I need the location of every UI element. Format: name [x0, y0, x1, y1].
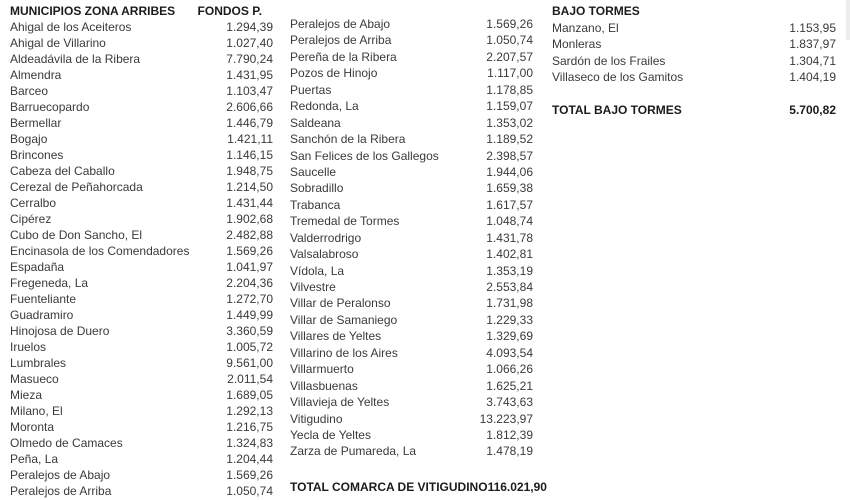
municipality-name: Peralejos de Abajo [290, 17, 391, 31]
municipality-row [290, 148, 533, 164]
funds-value: 2.606,66 [226, 100, 273, 114]
municipality-row [10, 275, 273, 291]
municipality-row [10, 339, 273, 355]
municipality-name: Yecla de Yeltes [290, 427, 371, 442]
municipality-row [290, 164, 533, 180]
funds-value: 1.117,00 [487, 66, 533, 81]
funds-value: 1.304,71 [789, 53, 836, 68]
municipality-name: Milano, El [10, 404, 63, 418]
municipality-row [290, 263, 533, 279]
funds-value: 1.421,11 [227, 132, 273, 146]
municipality-row [10, 99, 273, 115]
funds-value: 1.153,95 [789, 20, 836, 35]
municipality-row [10, 227, 273, 243]
municipality-name: Vídola, La [290, 263, 345, 278]
municipality-name: Brincones [10, 148, 64, 162]
comarca-total-value: 116.021,90 [487, 480, 547, 494]
funds-value: 1.902,68 [226, 212, 273, 226]
bajo-tormes-total-value: 5.700,82 [789, 103, 836, 117]
funds-value: 1.731,98 [486, 296, 533, 311]
municipality-row [10, 195, 273, 211]
funds-value: 1.103,47 [226, 84, 273, 98]
municipality-row [552, 20, 836, 37]
funds-value: 1.404,19 [789, 70, 836, 84]
municipality-name: Villaseco de los Gamitos [552, 70, 684, 84]
funds-value: 2.011,54 [227, 372, 273, 386]
municipality-name: Peralejos de Abajo [10, 468, 111, 482]
bajo-tormes-column [552, 3, 836, 119]
municipality-row [290, 131, 533, 147]
municipality-name: San Felices de los Gallegos [290, 148, 439, 163]
municipality-name: Moronta [10, 420, 55, 434]
funds-value: 1.402,81 [486, 247, 533, 262]
funds-value: 1.027,40 [226, 36, 273, 50]
municipality-row [10, 435, 273, 451]
funds-value: 1.478,19 [486, 444, 533, 459]
funds-value: 1.050,74 [486, 33, 533, 48]
municipality-name: Cerralbo [10, 196, 57, 210]
funds-value: 2.398,57 [486, 148, 533, 163]
fondos-header: FONDOS P. [197, 4, 262, 18]
municipality-row [290, 443, 533, 459]
municipality-name: Almendra [10, 68, 62, 82]
funds-value: 2.207,57 [486, 49, 533, 64]
municipality-name: Cabeza del Caballo [10, 164, 115, 178]
funds-value: 1.041,97 [226, 260, 273, 274]
zona-arribes-header-row [10, 3, 273, 19]
municipality-name: Saldeana [290, 115, 341, 130]
municipality-row [10, 307, 273, 323]
municipality-name: Sardón de los Frailes [552, 53, 666, 68]
funds-value: 1.272,70 [226, 292, 273, 306]
municipality-name: Villarmuerto [290, 362, 354, 377]
municipality-name: Peralejos de Arriba [290, 33, 392, 48]
municipality-name: Valderrodrigo [290, 230, 362, 245]
municipality-name: Aldeadávila de la Ribera [10, 52, 141, 66]
funds-value: 1.353,02 [486, 115, 533, 130]
funds-value: 3.360,59 [226, 324, 273, 338]
zona-arribes-rows [10, 19, 273, 499]
municipality-name: Vitigudino [290, 411, 343, 426]
municipality-row [290, 32, 533, 48]
municipality-row [10, 67, 273, 83]
municipality-name: Lumbrales [10, 356, 67, 370]
bajo-tormes-rows [552, 20, 836, 86]
municipality-row [10, 403, 273, 419]
zona-arribes-continued-column [290, 16, 533, 460]
funds-value: 1.292,13 [226, 404, 273, 418]
blank-row [552, 86, 836, 103]
funds-value: 1.204,44 [226, 452, 273, 466]
municipality-row [290, 115, 533, 131]
zona-arribes-continued-rows [290, 16, 533, 460]
funds-value: 1.948,75 [226, 164, 273, 178]
municipality-name: Encinasola de los Comendadores [10, 244, 190, 258]
funds-value: 1.050,74 [226, 484, 273, 498]
funds-value: 1.146,15 [226, 148, 273, 162]
funds-value: 9.561,00 [226, 356, 273, 370]
funds-value: 1.048,74 [486, 214, 533, 229]
municipality-row [10, 35, 273, 51]
bajo-tormes-total-row [552, 102, 836, 119]
municipality-name: Villares de Yeltes [290, 329, 382, 344]
municipality-row [10, 259, 273, 275]
municipality-row [10, 355, 273, 371]
municipality-row [290, 98, 533, 114]
municipality-row [10, 211, 273, 227]
municipality-row [10, 131, 273, 147]
municipality-name: Bogajo [10, 132, 48, 146]
municipality-name: Iruelos [10, 340, 47, 354]
funds-value: 3.743,63 [486, 395, 533, 410]
municipality-name: Villar de Samaniego [290, 312, 398, 327]
municipality-row [10, 19, 273, 35]
funds-value: 1.625,21 [486, 378, 533, 393]
municipality-name: Fregeneda, La [10, 276, 89, 290]
funds-value: 1.689,05 [226, 388, 273, 402]
municipality-name: Pozos de Hinojo [290, 66, 378, 81]
municipality-row [290, 361, 533, 377]
municipality-name: Masueco [10, 372, 59, 386]
comarca-total-row [290, 479, 547, 495]
funds-value: 1.005,72 [226, 340, 273, 354]
municipality-name: Manzano, El [552, 20, 619, 35]
funds-value: 1.159,07 [486, 99, 533, 114]
funds-value: 1.431,95 [226, 68, 273, 82]
funds-value: 1.189,52 [486, 132, 533, 147]
funds-value: 1.569,26 [226, 244, 273, 258]
municipality-name: Cerezal de Peñahorcada [10, 180, 143, 194]
municipality-name: Redonda, La [290, 99, 359, 114]
municipality-name: Ahigal de Villarino [10, 36, 106, 50]
funds-value: 1.446,79 [226, 116, 273, 130]
municipality-name: Trabanca [290, 197, 341, 212]
funds-value: 1.617,57 [486, 197, 533, 212]
funds-value: 1.812,39 [486, 427, 533, 442]
municipality-name: Saucelle [290, 164, 337, 179]
municipality-name: Valsalabroso [290, 247, 359, 262]
municipality-name: Sobradillo [290, 181, 344, 196]
municipality-name: Olmedo de Camaces [10, 436, 123, 450]
funds-value: 4.093,54 [486, 345, 533, 360]
municipality-row [290, 65, 533, 81]
municipality-name: Mieza [10, 388, 43, 402]
funds-value: 1.449,99 [226, 308, 273, 322]
funds-value: 2.204,36 [226, 276, 273, 290]
municipality-row [290, 427, 533, 443]
funds-value: 1.324,83 [226, 436, 273, 450]
municipality-name: Pereña de la Ribera [290, 49, 397, 64]
municipality-row [290, 197, 533, 213]
municipality-name: Sanchón de la Ribera [290, 132, 406, 147]
municipality-name: Ahigal de los Aceiteros [10, 20, 132, 34]
municipality-row [290, 49, 533, 65]
funds-value: 1.294,39 [226, 20, 273, 34]
funds-value: 1.216,75 [226, 420, 273, 434]
municipality-row [290, 328, 533, 344]
municipality-row [290, 82, 533, 98]
municipality-name: Villarino de los Aires [290, 345, 398, 360]
municipality-row [10, 51, 273, 67]
municipality-row [290, 345, 533, 361]
municipality-name: Barruecopardo [10, 100, 90, 114]
municipality-name: Hinojosa de Duero [10, 324, 110, 338]
municipality-row [290, 230, 533, 246]
municipality-row [552, 36, 836, 53]
municipality-name: Villar de Peralonso [290, 296, 391, 311]
funds-value: 1.569,26 [226, 468, 273, 482]
funds-value: 1.329,69 [486, 329, 533, 344]
edge-artifact [846, 0, 850, 40]
municipality-row [10, 243, 273, 259]
municipality-row [290, 394, 533, 410]
municipality-row [290, 378, 533, 394]
funds-value: 1.229,33 [486, 312, 533, 327]
municipality-name: Vilvestre [290, 280, 336, 294]
funds-value: 1.569,26 [486, 17, 533, 31]
funds-value: 1.944,06 [486, 164, 533, 179]
municipality-name: Monleras [552, 37, 602, 51]
municipality-name: Peña, La [10, 452, 59, 466]
municipality-row [552, 53, 836, 70]
municipality-row [290, 16, 533, 32]
municipality-name: Fuenteliante [10, 292, 77, 306]
municipality-row [290, 246, 533, 262]
funds-value: 2.482,88 [226, 228, 273, 242]
funds-value: 1.431,78 [486, 230, 533, 245]
municipality-row [290, 411, 533, 427]
funds-value: 7.790,24 [226, 52, 273, 66]
municipality-row [10, 291, 273, 307]
municipality-row [10, 115, 273, 131]
funds-value: 2.553,84 [486, 280, 533, 294]
funds-value: 13.223,97 [479, 411, 533, 426]
funds-value: 1.066,26 [486, 362, 533, 377]
municipality-row [10, 147, 273, 163]
municipality-row [10, 387, 273, 403]
municipality-row [552, 69, 836, 86]
municipality-name: Bermellar [10, 116, 62, 130]
municipality-name: Villavieja de Yeltes [290, 395, 390, 410]
municipality-name: Cubo de Don Sancho, El [10, 228, 143, 242]
municipality-row [10, 467, 273, 483]
funds-value: 1.353,19 [486, 263, 533, 278]
municipality-row [290, 213, 533, 229]
municipality-name: Espadaña [10, 260, 65, 274]
zona-arribes-column [10, 3, 273, 499]
bajo-tormes-total-label: TOTAL BAJO TORMES [552, 103, 682, 117]
bajo-tormes-title: BAJO TORMES [552, 4, 640, 18]
municipality-row [290, 312, 533, 328]
funds-value: 1.659,38 [486, 181, 533, 196]
municipality-row [10, 451, 273, 467]
municipality-row [10, 323, 273, 339]
municipality-name: Guadramiro [10, 308, 74, 322]
funds-value: 1.214,50 [226, 180, 273, 194]
municipality-name: Peralejos de Arriba [10, 484, 112, 498]
municipality-name: Villasbuenas [290, 378, 358, 393]
municipality-name: Zarza de Pumareda, La [290, 444, 417, 459]
municipality-row [10, 163, 273, 179]
municipality-row [290, 180, 533, 196]
municipality-row [10, 371, 273, 387]
municipality-row [10, 179, 273, 195]
municipality-row [10, 483, 273, 499]
municipality-name: Tremedal de Tormes [290, 214, 400, 229]
municipality-name: Barceo [10, 84, 49, 98]
bajo-tormes-header-row [552, 3, 836, 20]
municipality-row [10, 83, 273, 99]
funds-value: 1.178,85 [486, 82, 533, 97]
funds-value: 1.837,97 [789, 37, 836, 51]
funds-value: 1.431,44 [226, 196, 273, 210]
zona-arribes-title: MUNICIPIOS ZONA ARRIBES [10, 4, 176, 18]
municipality-name: Cipérez [10, 212, 52, 226]
municipality-row [290, 279, 533, 295]
municipality-row [10, 419, 273, 435]
municipality-row [290, 295, 533, 311]
comarca-total-label: TOTAL COMARCA DE VITIGUDINO [290, 480, 488, 494]
municipality-name: Puertas [290, 82, 332, 97]
